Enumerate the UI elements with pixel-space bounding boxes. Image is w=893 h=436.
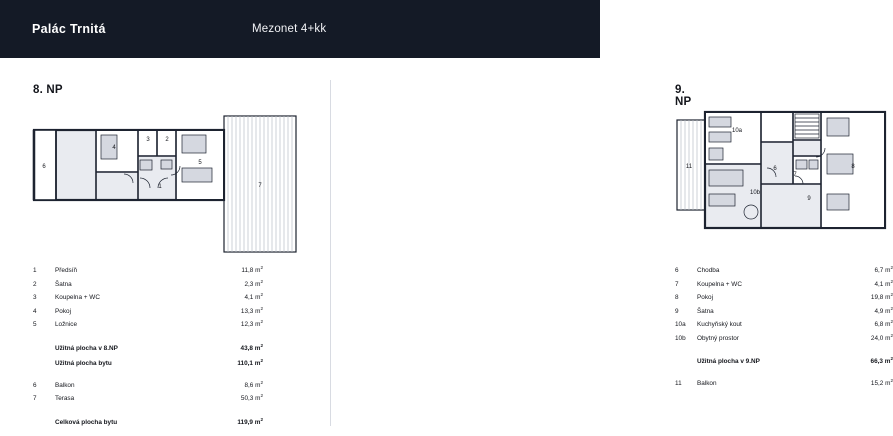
total-label: Užitná plocha v 8.NP bbox=[55, 344, 118, 352]
floor-label-8np: 8. NP bbox=[33, 84, 63, 96]
legend-spacer bbox=[675, 347, 893, 357]
legend-row bbox=[675, 307, 893, 321]
total-label: Užitná plocha v 9.NP bbox=[697, 358, 760, 366]
legend-row bbox=[675, 334, 893, 348]
app-header bbox=[0, 0, 600, 58]
room-legend-8np bbox=[33, 266, 263, 433]
legend-spacer bbox=[33, 374, 263, 381]
legend-spacer bbox=[33, 334, 263, 344]
room-number: 6 bbox=[33, 381, 37, 389]
room-name: Předsíň bbox=[55, 267, 78, 275]
room-name: Balkon bbox=[55, 381, 75, 389]
svg-text:8: 8 bbox=[851, 164, 855, 170]
legend-row bbox=[675, 280, 893, 294]
legend-row bbox=[33, 320, 263, 334]
room-name: Terasa bbox=[55, 395, 75, 403]
legend-row bbox=[675, 320, 893, 334]
room-number: 9 bbox=[675, 307, 679, 315]
room-name: Obytný prostor bbox=[697, 334, 739, 342]
room-area: 6,7 $m^2$ bbox=[874, 265, 893, 275]
room-name: Koupelna + WC bbox=[55, 294, 100, 302]
room-number: 1 bbox=[33, 267, 37, 275]
legend-row bbox=[675, 293, 893, 307]
svg-text:10b: 10b bbox=[749, 190, 761, 196]
room-area: 4,9 $m^2$ bbox=[874, 305, 893, 315]
svg-text:6: 6 bbox=[773, 166, 777, 172]
total-area: 43,8 $m^2$ bbox=[240, 342, 263, 352]
room-number: 10a bbox=[675, 321, 686, 329]
legend-row bbox=[675, 379, 893, 393]
svg-text:7: 7 bbox=[793, 172, 797, 178]
room-number: 4 bbox=[33, 307, 37, 315]
svg-text:7: 7 bbox=[258, 183, 262, 189]
svg-text:2: 2 bbox=[165, 137, 169, 143]
svg-text:4: 4 bbox=[112, 145, 116, 151]
room-legend-9np bbox=[675, 266, 893, 393]
room-area: 50,3 $m^2$ bbox=[240, 393, 263, 403]
room-area: 4,1 $m^2$ bbox=[874, 278, 893, 288]
legend-row bbox=[33, 307, 263, 321]
floor-panel-8np bbox=[0, 58, 330, 436]
room-name: Koupelna + WC bbox=[697, 280, 742, 288]
legend-row bbox=[33, 381, 263, 395]
total-row-apartment bbox=[33, 359, 263, 374]
legend-row bbox=[33, 280, 263, 294]
room-area: 11,8 $m^2$ bbox=[241, 265, 263, 275]
room-area: 8,6 $m^2$ bbox=[244, 379, 263, 389]
total-row-floor bbox=[33, 344, 263, 359]
room-name: Ložnice bbox=[55, 321, 78, 329]
svg-text:6: 6 bbox=[42, 164, 46, 170]
floor-panel-9np bbox=[330, 58, 893, 436]
legend-spacer bbox=[675, 372, 893, 379]
room-area: 6,8 $m^2$ bbox=[874, 319, 893, 329]
grand-total-label: Celková plocha bytu bbox=[55, 418, 118, 426]
svg-text:3: 3 bbox=[146, 137, 150, 143]
svg-text:5: 5 bbox=[198, 160, 202, 166]
grand-total-row bbox=[33, 418, 263, 433]
svg-text:1: 1 bbox=[158, 184, 162, 190]
room-area: 13,3 $m^2$ bbox=[240, 305, 263, 315]
floorplan-sheet bbox=[0, 58, 893, 436]
room-name: Balkon bbox=[697, 380, 717, 388]
room-number: 2 bbox=[33, 280, 37, 288]
room-name: Kuchyňský kout bbox=[697, 321, 742, 329]
room-number: 5 bbox=[33, 321, 37, 329]
legend-row bbox=[33, 293, 263, 307]
room-number: 8 bbox=[675, 294, 679, 302]
floorplan-drawing-8np bbox=[28, 108, 308, 258]
document-title: Mezonet 4+kk bbox=[252, 23, 327, 35]
room-number: 7 bbox=[33, 395, 37, 403]
staircase bbox=[795, 114, 819, 138]
room-number: 3 bbox=[33, 294, 37, 302]
legend-spacer bbox=[33, 408, 263, 418]
room-name: Šatna bbox=[55, 280, 72, 288]
brand-title: Palác Trnitá bbox=[32, 22, 106, 36]
room-area: 15,2 $m^2$ bbox=[870, 378, 893, 388]
legend-row bbox=[675, 266, 893, 280]
total-label: Užitná plocha bytu bbox=[55, 359, 112, 367]
total-area: 66,3 $m^2$ bbox=[870, 356, 893, 366]
svg-text:10a: 10a bbox=[731, 128, 743, 134]
room-name: Chodba bbox=[697, 267, 720, 275]
room-number: 7 bbox=[675, 280, 679, 288]
room-number: 6 bbox=[675, 267, 679, 275]
legend-row bbox=[33, 266, 263, 280]
room-name: Šatna bbox=[697, 307, 714, 315]
total-row-floor bbox=[675, 357, 893, 372]
room-area: 4,1 $m^2$ bbox=[244, 292, 263, 302]
svg-text:9: 9 bbox=[807, 196, 811, 202]
grand-total-area: 119,9 $m^2$ bbox=[237, 416, 263, 426]
room-name: Pokoj bbox=[697, 294, 713, 302]
svg-text:11: 11 bbox=[685, 164, 693, 170]
total-area: 110,1 $m^2$ bbox=[237, 357, 263, 367]
room-number: 10b bbox=[675, 334, 686, 342]
room-number: 11 bbox=[675, 380, 682, 388]
room-area: 19,8 $m^2$ bbox=[870, 292, 893, 302]
room-area: 12,3 $m^2$ bbox=[240, 319, 263, 329]
floor-label-9np: 9. NP bbox=[675, 84, 692, 108]
room-area: 2,3 $m^2$ bbox=[244, 278, 263, 288]
legend-row bbox=[33, 394, 263, 408]
room-area: 24,0 $m^2$ bbox=[870, 332, 893, 342]
floorplan-drawing-9np bbox=[675, 108, 890, 258]
room-name: Pokoj bbox=[55, 307, 71, 315]
